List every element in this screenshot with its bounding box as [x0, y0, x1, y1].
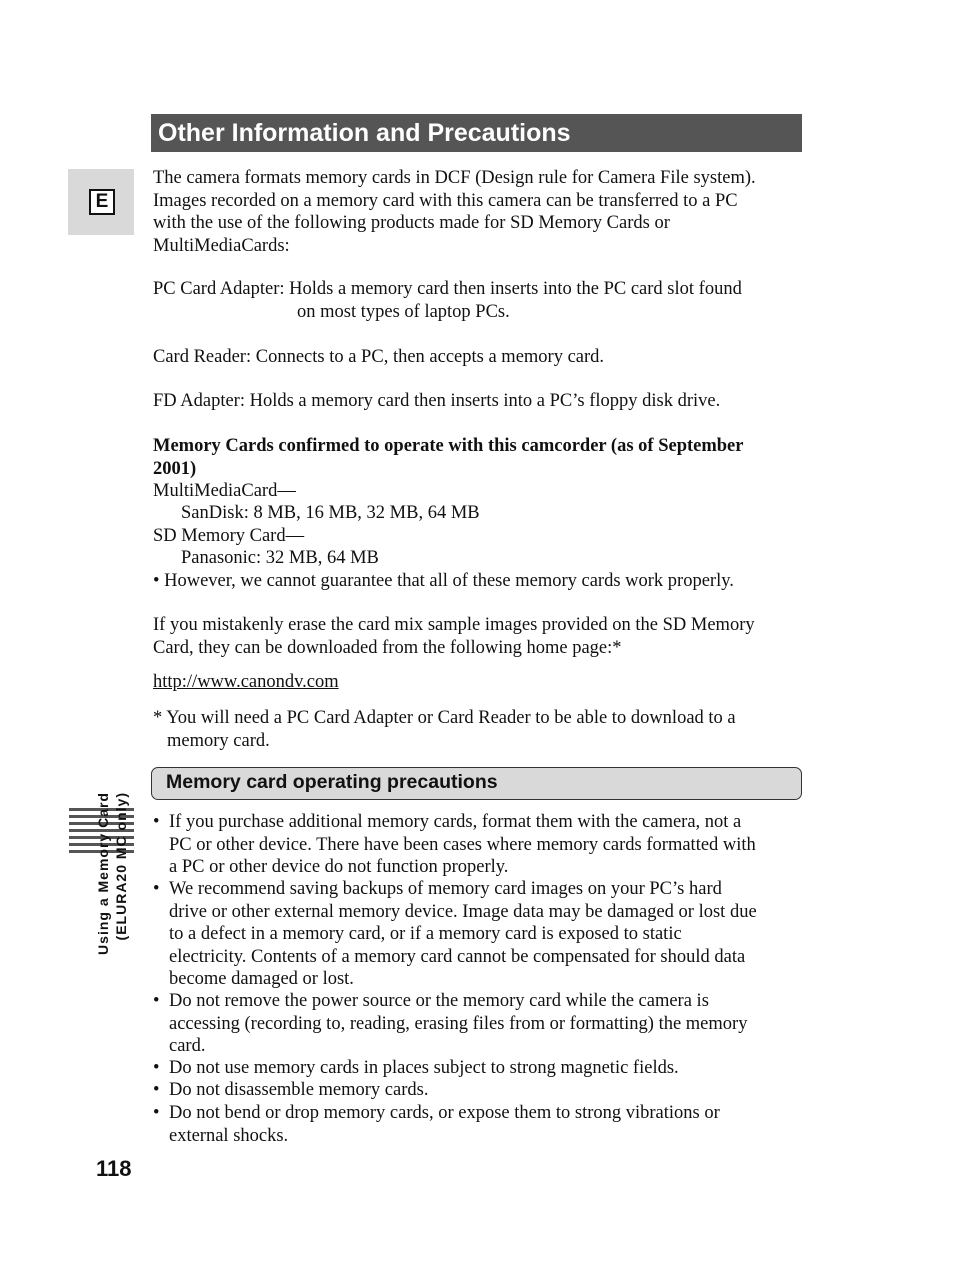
footnote-line: memory card. [167, 731, 270, 751]
precaution-line: electricity. Contents of a memory card cannot be compensated for should data [169, 946, 746, 967]
precaution-line: accessing (recording to, reading, erasing files from or formatting) the memory [169, 1013, 748, 1034]
precaution-line: become damaged or lost. [169, 969, 354, 989]
footnote-line: * You will need a PC Card Adapter or Card Reader to be able to download to a [153, 708, 736, 728]
precaution-line: PC or other device. There have been cases where memory cards formatted with [169, 834, 756, 855]
mmc-label: MultiMediaCard— [153, 481, 296, 501]
precaution-item [153, 811, 756, 879]
pc-card-adapter-line: on most types of laptop PCs. [297, 302, 510, 322]
precaution-item [153, 878, 757, 991]
section-side-label [94, 792, 134, 1052]
bullet-icon: • [153, 1080, 160, 1100]
precaution-line: Do not disassemble memory cards. [169, 1080, 429, 1100]
precaution-line: We recommend saving backups of memory card images on your PC’s hard [169, 879, 722, 899]
page-number: 118 [96, 1156, 132, 1181]
precaution-item [153, 1102, 720, 1147]
erase-note [153, 614, 755, 659]
precaution-line: card. [169, 1036, 206, 1056]
card-reader-text: Card Reader: Connects to a PC, then accepts a memory card. [153, 347, 605, 367]
fd-adapter-text: FD Adapter: Holds a memory card then inserts into a PC’s floppy disk drive. [153, 391, 721, 411]
bullet-icon: • [153, 1058, 160, 1078]
side-label-line: Using a Memory Card [95, 792, 111, 955]
precaution-line: to a defect in a memory card, or if a memory card is exposed to static [169, 924, 682, 944]
precaution-line: Do not remove the power source or the memory card while the camera is [169, 991, 709, 1011]
precaution-line: If you purchase additional memory cards, format them with the camera, not a [169, 812, 742, 832]
precaution-line: Do not bend or drop memory cards, or expose them to strong vibrations or [169, 1103, 720, 1123]
bullet-icon: • [153, 991, 160, 1011]
bullet-icon: • [153, 1103, 160, 1123]
side-label-line: (ELURA20 MC only) [113, 792, 129, 941]
pc-card-adapter-line: PC Card Adapter: Holds a memory card then inserts into the PC card slot found [153, 279, 742, 299]
precaution-line: Do not use memory cards in places subject to strong magnetic fields. [169, 1058, 679, 1078]
bullet-icon: • [153, 879, 160, 899]
canon-url-link[interactable]: http://www.canondv.com [153, 672, 339, 692]
precaution-line: external shocks. [169, 1125, 289, 1146]
guarantee-note: • However, we cannot guarantee that all of these memory cards work properly. [153, 571, 734, 591]
erase-note-line: Card, they can be downloaded from the following home page:* [153, 637, 622, 658]
precaution-item [153, 1057, 679, 1080]
bullet-icon: • [153, 812, 160, 832]
sd-detail: Panasonic: 32 MB, 64 MB [181, 548, 379, 568]
erase-note-line: If you mistakenly erase the card mix sample images provided on the SD Memory [153, 615, 755, 635]
precaution-item [153, 990, 747, 1058]
intro-line: The camera formats memory cards in DCF (Design rule for Camera File system). [153, 168, 756, 188]
precaution-line: a PC or other device do not function properly. [169, 857, 509, 877]
precaution-line: drive or other external memory device. Image data may be damaged or lost due [169, 901, 757, 922]
intro-paragraph [153, 167, 756, 257]
intro-line: MultiMediaCards: [153, 235, 290, 256]
confirmed-heading-line: Memory Cards confirmed to operate with this camcorder (as of September [153, 436, 744, 456]
sd-label: SD Memory Card— [153, 526, 305, 546]
language-tab-label: E [89, 189, 115, 215]
confirmed-heading-line: 2001) [153, 458, 197, 479]
precaution-item [153, 1079, 428, 1102]
intro-line: Images recorded on a memory card with this camera can be transferred to a PC [153, 190, 738, 211]
confirmed-cards-heading [153, 435, 743, 480]
precautions-heading: Memory card operating precautions [151, 767, 802, 800]
mmc-detail: SanDisk: 8 MB, 16 MB, 32 MB, 64 MB [181, 503, 480, 523]
page-title: Other Information and Precautions [151, 114, 802, 152]
intro-line: with the use of the following products made for SD Memory Cards or [153, 213, 670, 233]
